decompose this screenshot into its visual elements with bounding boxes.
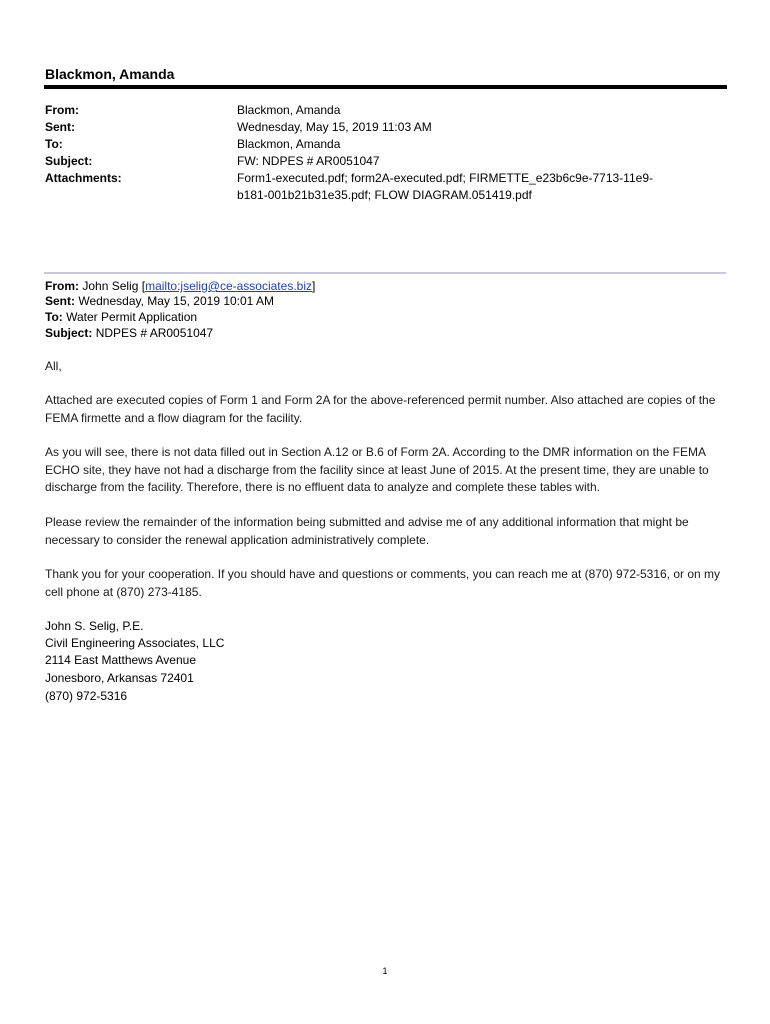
signature-city: Jonesboro, Arkansas 72401 — [45, 671, 194, 685]
forward-divider — [44, 272, 726, 274]
fwd-to-line — [45, 310, 197, 325]
body-paragraph-1: Attached are executed copies of Form 1 and Form 2A for the above-referenced permit number. Also attached are copies of the FEMA firmette and a flow diagram for the facility. — [45, 393, 716, 425]
signature-phone: (870) 972-5316 — [45, 689, 128, 703]
fwd-bracket-close: ] — [312, 279, 316, 293]
fwd-subject-value: NDPES # AR0051047 — [95, 326, 214, 340]
subject-value: FW: NDPES # AR0051047 — [237, 154, 380, 168]
fwd-from-line — [45, 279, 315, 294]
body-paragraph-3: Please review the remainder of the information being submitted and advise me of any additional information that might be necessary to consider the renewal application administratively complete. — [45, 515, 689, 547]
signature-street: 2114 East Matthews Avenue — [45, 653, 196, 667]
subject-label: Subject: — [45, 154, 93, 168]
fwd-sent-label: Sent: — [45, 294, 75, 308]
body-paragraph-2: As you will see, there is not data filled out in Section A.12 or B.6 of Form 2A. According to the DMR information on the FEMA ECHO site, they have not had a discharge from the facility since at least June of 2015. At the present time, they are unable to discharge from the facility. Therefore, there is no effluent data to analyze and complete these tables with. — [45, 445, 709, 494]
page-number: 1 — [382, 966, 388, 976]
fwd-subject-label: Subject: — [45, 326, 93, 340]
to-value: Blackmon, Amanda — [237, 137, 341, 151]
fwd-subject-line — [45, 326, 213, 341]
fwd-to-label: To: — [45, 310, 63, 324]
attachments-line-1[interactable]: Form1-executed.pdf; form2A-executed.pdf; FIRMETTE_e23b6c9e-7713-11e9- — [237, 171, 653, 185]
fwd-from-name: John Selig — [82, 279, 139, 293]
fwd-sent-line — [45, 294, 274, 309]
printout-sender-name: Blackmon, Amanda — [45, 66, 175, 82]
attachments-label: Attachments: — [45, 171, 122, 185]
from-value: Blackmon, Amanda — [237, 103, 341, 117]
to-label: To: — [45, 137, 63, 151]
sent-value: Wednesday, May 15, 2019 11:03 AM — [237, 120, 432, 134]
body-paragraph-4: Thank you for your cooperation. If you should have and questions or comments, you can reach me at (870) 972-5316, or on my cell phone at (870) 273-4185. — [45, 567, 721, 599]
from-label: From: — [45, 103, 79, 117]
header-divider — [44, 85, 727, 89]
fwd-from-label: From: — [45, 279, 79, 293]
signature-company: Civil Engineering Associates, LLC — [45, 636, 225, 650]
fwd-email-link[interactable]: mailto:jselig@ce-associates.biz — [145, 279, 312, 293]
fwd-sent-value: Wednesday, May 15, 2019 10:01 AM — [78, 294, 275, 308]
signature-name: John S. Selig, P.E. — [45, 619, 144, 633]
sent-label: Sent: — [45, 120, 75, 134]
body-greeting: All, — [45, 359, 62, 373]
fwd-to-value: Water Permit Application — [66, 310, 198, 324]
attachments-line-2[interactable]: b181-001b21b31e35.pdf; FLOW DIAGRAM.051419.pdf — [237, 188, 532, 202]
fwd-bracket-open: [ — [141, 279, 146, 293]
